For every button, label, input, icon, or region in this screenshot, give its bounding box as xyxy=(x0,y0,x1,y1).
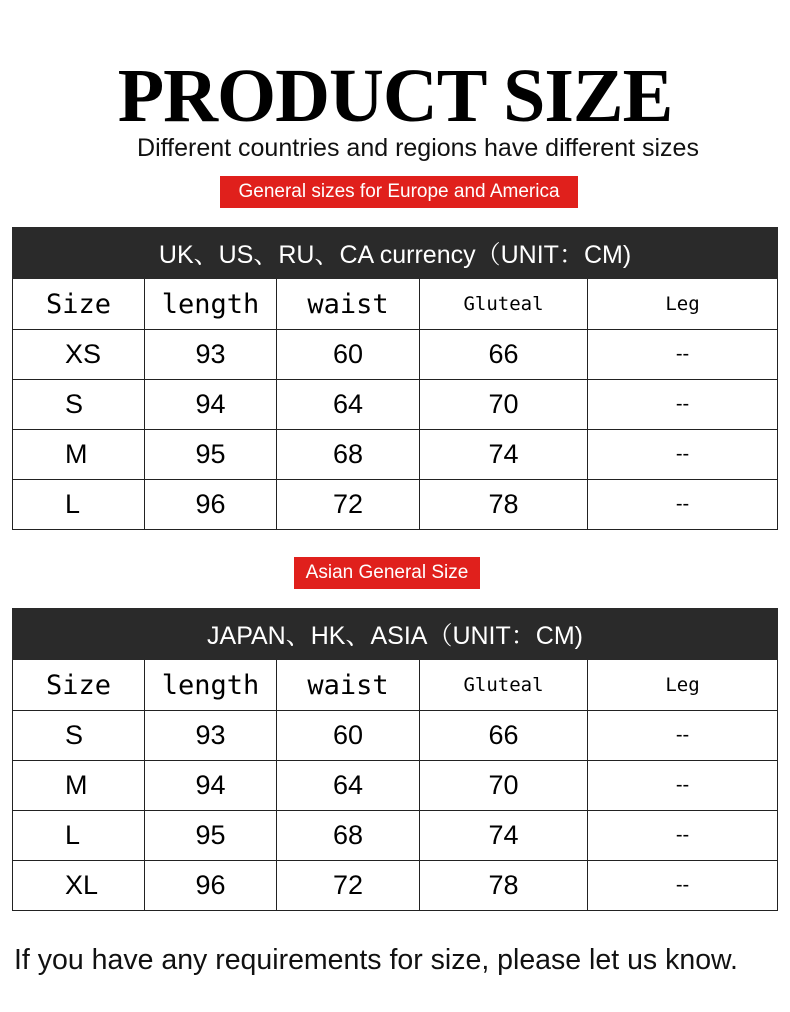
europe-table-heading: UK、US、RU、CA currency（UNIT：CM) xyxy=(13,228,778,279)
page-subtitle: Different countries and regions have different sizes xyxy=(137,134,699,162)
table-row xyxy=(13,380,778,430)
table-row xyxy=(13,330,778,380)
europe-column-header-row xyxy=(13,279,778,330)
asia-table-heading: JAPAN、HK、ASIA（UNIT：CM) xyxy=(13,609,778,660)
leg-cell: -- xyxy=(588,380,778,430)
waist-cell: 72 xyxy=(277,861,420,911)
size-cell: M xyxy=(13,430,145,480)
size-cell: XL xyxy=(13,861,145,911)
table-row xyxy=(13,861,778,911)
length-cell: 95 xyxy=(145,811,277,861)
column-header-length: length xyxy=(145,660,277,711)
waist-cell: 68 xyxy=(277,430,420,480)
table-row xyxy=(13,811,778,861)
leg-cell: -- xyxy=(588,480,778,530)
gluteal-cell: 66 xyxy=(420,330,588,380)
gluteal-cell: 74 xyxy=(420,811,588,861)
asia-column-header-row xyxy=(13,660,778,711)
asia-size-table xyxy=(12,608,778,911)
gluteal-cell: 78 xyxy=(420,480,588,530)
column-header-gluteal: Gluteal xyxy=(420,279,588,330)
size-cell: S xyxy=(13,711,145,761)
waist-cell: 64 xyxy=(277,380,420,430)
size-cell: M xyxy=(13,761,145,811)
leg-cell: -- xyxy=(588,430,778,480)
waist-cell: 68 xyxy=(277,811,420,861)
column-header-leg: Leg xyxy=(588,660,778,711)
asia-size-label: Asian General Size xyxy=(294,557,480,589)
gluteal-cell: 78 xyxy=(420,861,588,911)
column-header-waist: waist xyxy=(277,660,420,711)
column-header-length: length xyxy=(145,279,277,330)
gluteal-cell: 74 xyxy=(420,430,588,480)
length-cell: 94 xyxy=(145,761,277,811)
size-cell: XS xyxy=(13,330,145,380)
waist-cell: 64 xyxy=(277,761,420,811)
column-header-gluteal: Gluteal xyxy=(420,660,588,711)
page-title: PRODUCT SIZE xyxy=(117,54,673,138)
size-cell: L xyxy=(13,811,145,861)
footer-note: If you have any requirements for size, please let us know. xyxy=(14,944,738,976)
europe-size-table xyxy=(12,227,778,530)
length-cell: 94 xyxy=(145,380,277,430)
length-cell: 93 xyxy=(145,330,277,380)
size-cell: S xyxy=(13,380,145,430)
table-row xyxy=(13,430,778,480)
table-row xyxy=(13,480,778,530)
leg-cell: -- xyxy=(588,811,778,861)
length-cell: 95 xyxy=(145,430,277,480)
column-header-size: Size xyxy=(13,660,145,711)
europe-size-label: General sizes for Europe and America xyxy=(220,176,578,208)
size-cell: L xyxy=(13,480,145,530)
length-cell: 96 xyxy=(145,861,277,911)
waist-cell: 60 xyxy=(277,330,420,380)
waist-cell: 60 xyxy=(277,711,420,761)
table-row xyxy=(13,711,778,761)
column-header-leg: Leg xyxy=(588,279,778,330)
length-cell: 93 xyxy=(145,711,277,761)
leg-cell: -- xyxy=(588,330,778,380)
column-header-size: Size xyxy=(13,279,145,330)
gluteal-cell: 70 xyxy=(420,761,588,811)
column-header-waist: waist xyxy=(277,279,420,330)
table-row xyxy=(13,761,778,811)
leg-cell: -- xyxy=(588,861,778,911)
waist-cell: 72 xyxy=(277,480,420,530)
gluteal-cell: 66 xyxy=(420,711,588,761)
leg-cell: -- xyxy=(588,761,778,811)
length-cell: 96 xyxy=(145,480,277,530)
gluteal-cell: 70 xyxy=(420,380,588,430)
leg-cell: -- xyxy=(588,711,778,761)
